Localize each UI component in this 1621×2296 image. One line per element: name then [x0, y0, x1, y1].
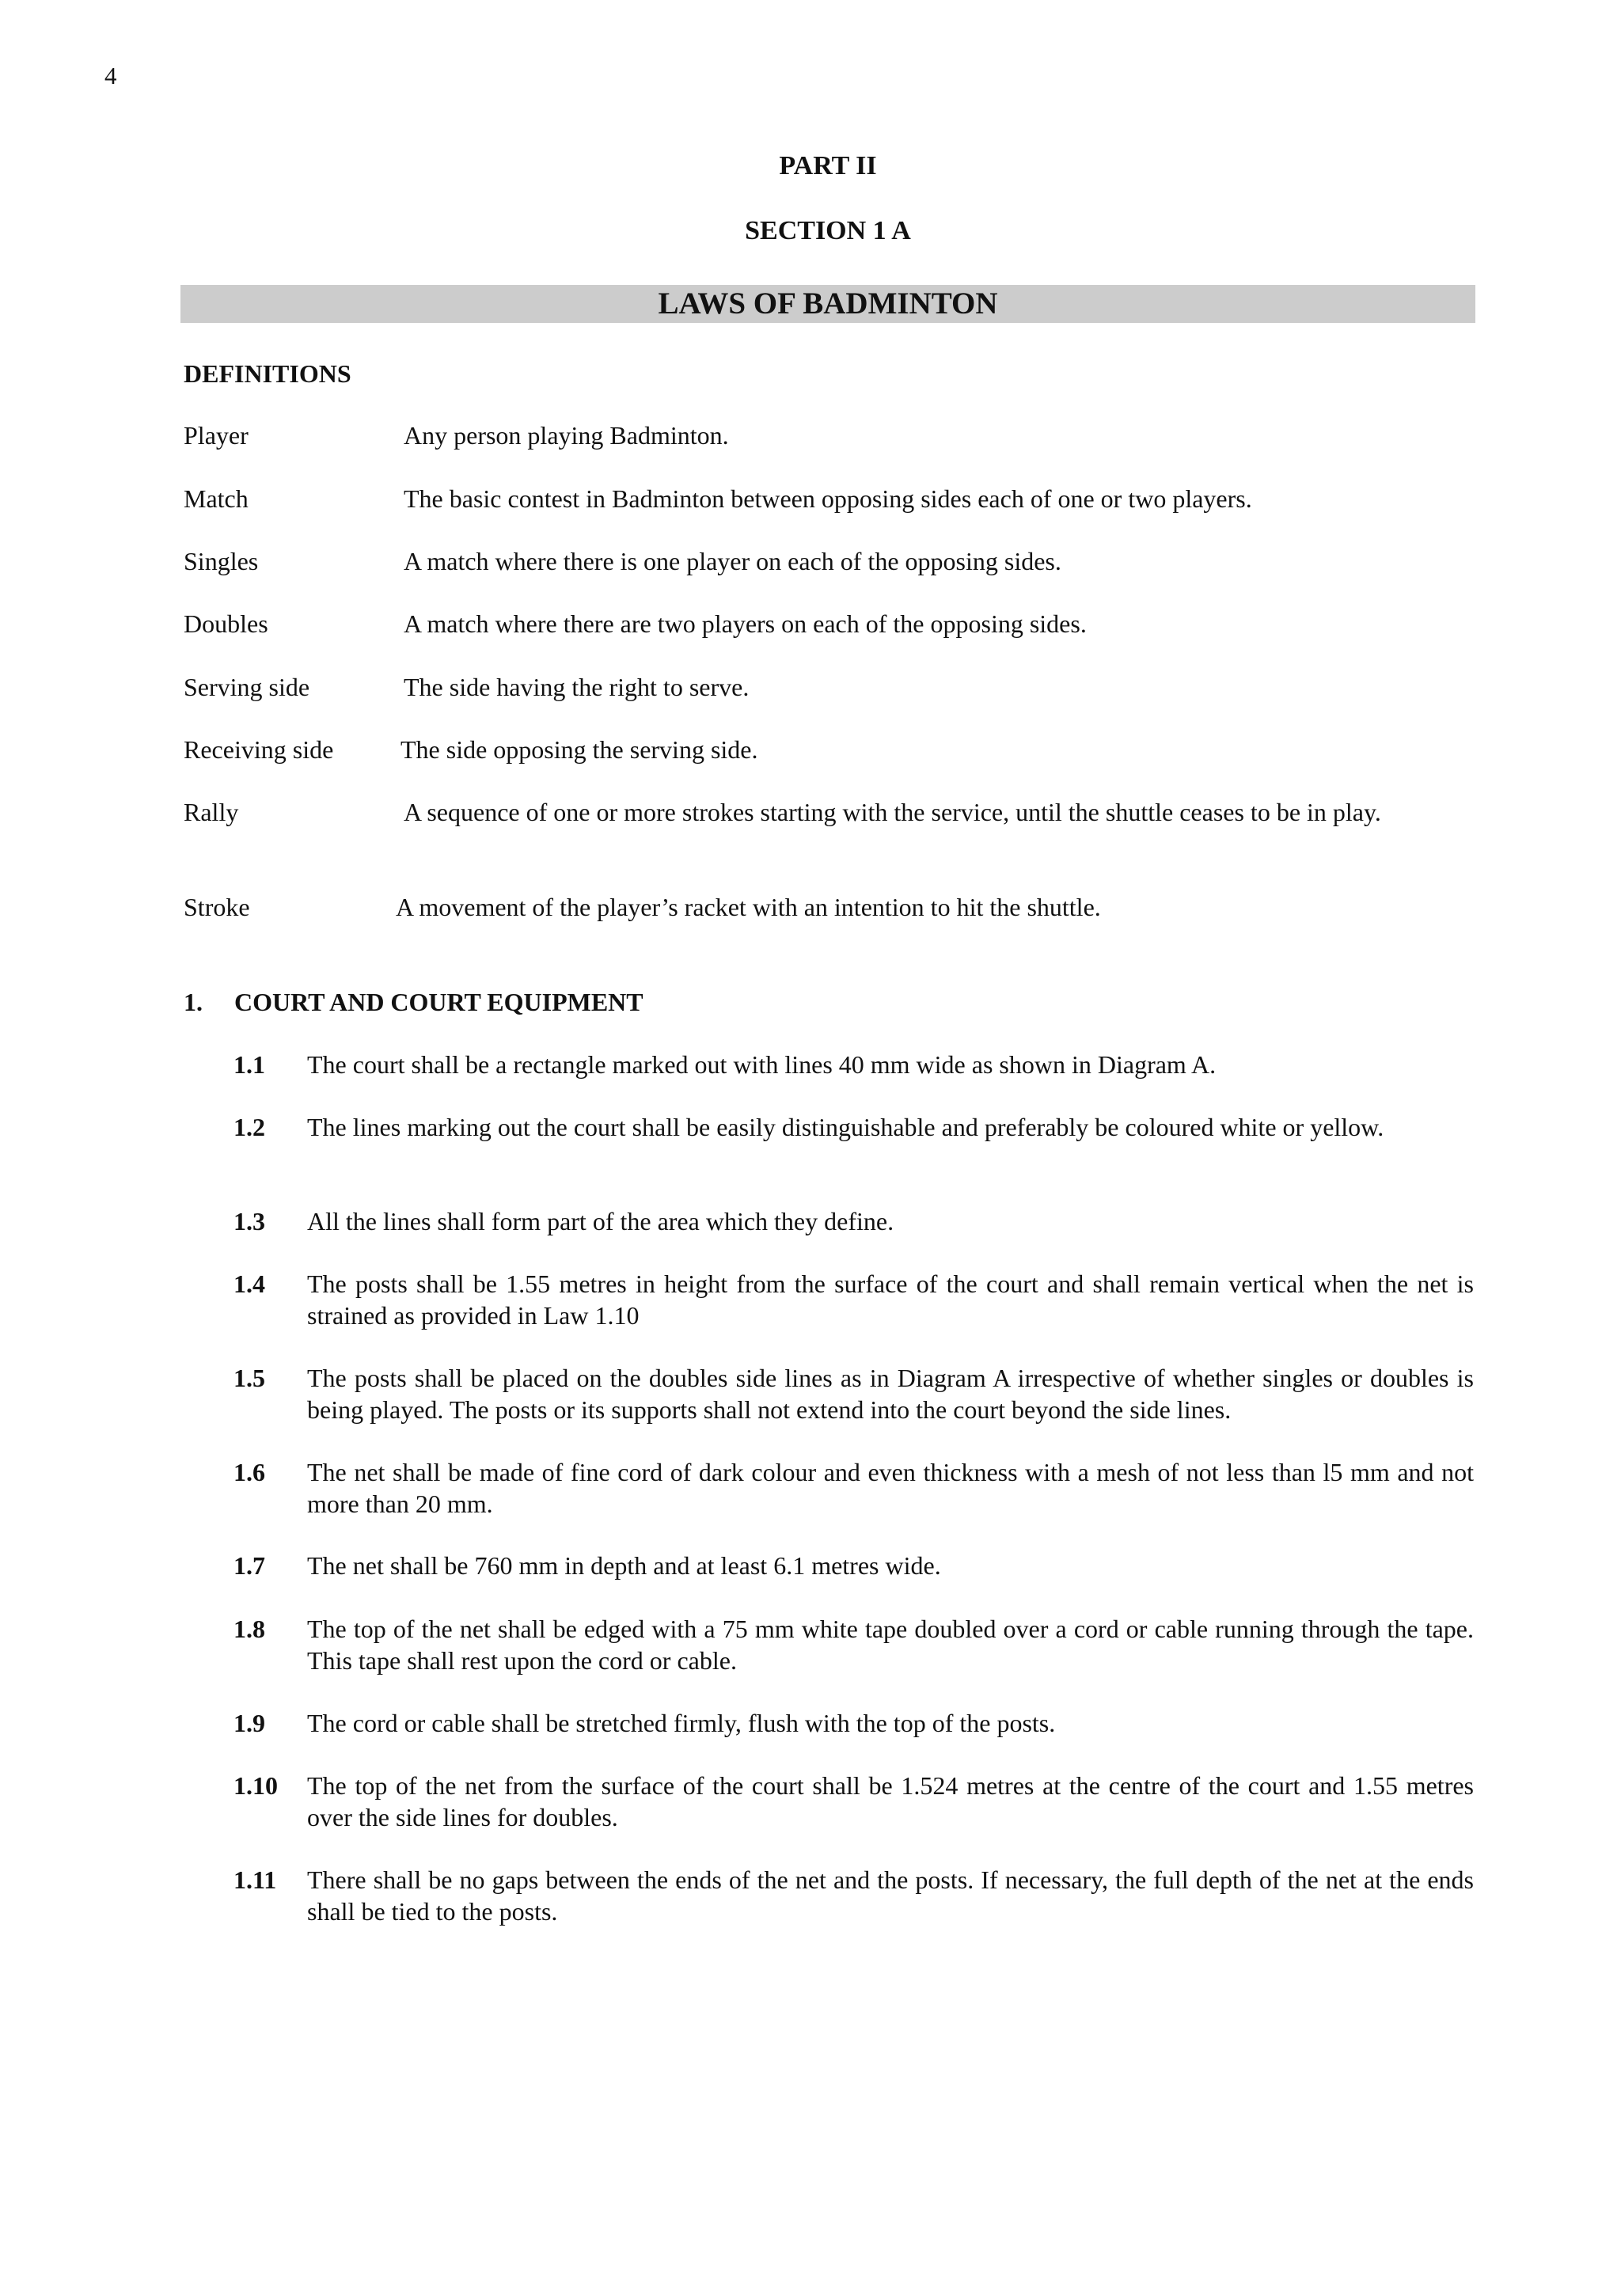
law-text: The lines marking out the court shall be easily distinguishable and preferably be coloured white or yellow.	[307, 1113, 1384, 1141]
law-number: 1.9	[233, 1709, 265, 1737]
definition-term: Player	[184, 421, 249, 450]
definition-term: Match	[184, 484, 249, 513]
law-number: 1.1	[233, 1050, 265, 1079]
law-number: 1.7	[233, 1551, 265, 1580]
law-text: There shall be no gaps between the ends of the net and the posts. If necessary, the full depth of the net at the ends shall be tied to the posts.	[307, 1865, 1474, 1926]
law-text: The posts shall be placed on the doubles side lines as in Diagram A irrespective of whether singles or doubles is being played. The posts or its supports shall not extend into the court beyond the side lines.	[307, 1364, 1474, 1424]
law-text: The top of the net shall be edged with a 75 mm white tape doubled over a cord or cable running through the tape. This tape shall rest upon the cord or cable.	[307, 1615, 1474, 1675]
law-number: 1.11	[233, 1865, 277, 1894]
definition-term: Receiving side	[184, 735, 334, 764]
part-title: PART II	[779, 151, 877, 180]
law-text: All the lines shall form part of the area which they define.	[307, 1207, 894, 1235]
law-number: 1.10	[233, 1771, 278, 1800]
law-text: The net shall be made of fine cord of dark colour and even thickness with a mesh of not less than l5 mm and not more than 20 mm.	[307, 1458, 1474, 1518]
definition-term: Singles	[184, 547, 259, 575]
definition-text: A movement of the player’s racket with an intention to hit the shuttle.	[396, 893, 1101, 921]
law-number: 1.3	[233, 1207, 265, 1235]
law-text: The net shall be 760 mm in depth and at least 6.1 metres wide.	[307, 1551, 941, 1580]
definition-text: The side opposing the serving side.	[401, 735, 758, 764]
law-text: The top of the net from the surface of the court shall be 1.524 metres at the centre of the court and 1.55 metres over the side lines for doubles.	[307, 1771, 1474, 1831]
law-text: The cord or cable shall be stretched firmly, flush with the top of the posts.	[307, 1709, 1056, 1737]
law-number: 1.8	[233, 1615, 265, 1643]
law-text: The court shall be a rectangle marked out with lines 40 mm wide as shown in Diagram A.	[307, 1050, 1217, 1079]
definition-text: A sequence of one or more strokes starting with the service, until the shuttle ceases to be in play.	[404, 798, 1381, 826]
law-number: 1.5	[233, 1364, 265, 1392]
definition-text: A match where there are two players on each of the opposing sides.	[404, 609, 1087, 638]
definition-text: The side having the right to serve.	[404, 673, 750, 701]
definition-term: Serving side	[184, 673, 310, 701]
page-number: 4	[104, 62, 117, 89]
law-number: 1.2	[233, 1113, 265, 1141]
definitions-heading: DEFINITIONS	[184, 359, 351, 388]
laws-banner: LAWS OF BADMINTON	[180, 285, 1475, 323]
definition-text: A match where there is one player on each of the opposing sides.	[404, 547, 1061, 575]
section-title: SECTION 1 A	[745, 216, 911, 245]
section-heading-text: COURT AND COURT EQUIPMENT	[234, 988, 643, 1016]
law-text: The posts shall be 1.55 metres in height from the surface of the court and shall remain vertical when the net is strained as provided in Law 1.10	[307, 1269, 1474, 1330]
definition-text: The basic contest in Badminton between opposing sides each of one or two players.	[404, 484, 1252, 513]
definition-term: Rally	[184, 798, 239, 826]
definition-text: Any person playing Badminton.	[404, 421, 729, 450]
law-number: 1.6	[233, 1458, 265, 1486]
court-equipment-heading	[184, 986, 643, 1018]
definition-term: Doubles	[184, 609, 268, 638]
definition-term: Stroke	[184, 893, 250, 921]
law-number: 1.4	[233, 1269, 265, 1298]
section-number: 1.	[184, 988, 203, 1016]
